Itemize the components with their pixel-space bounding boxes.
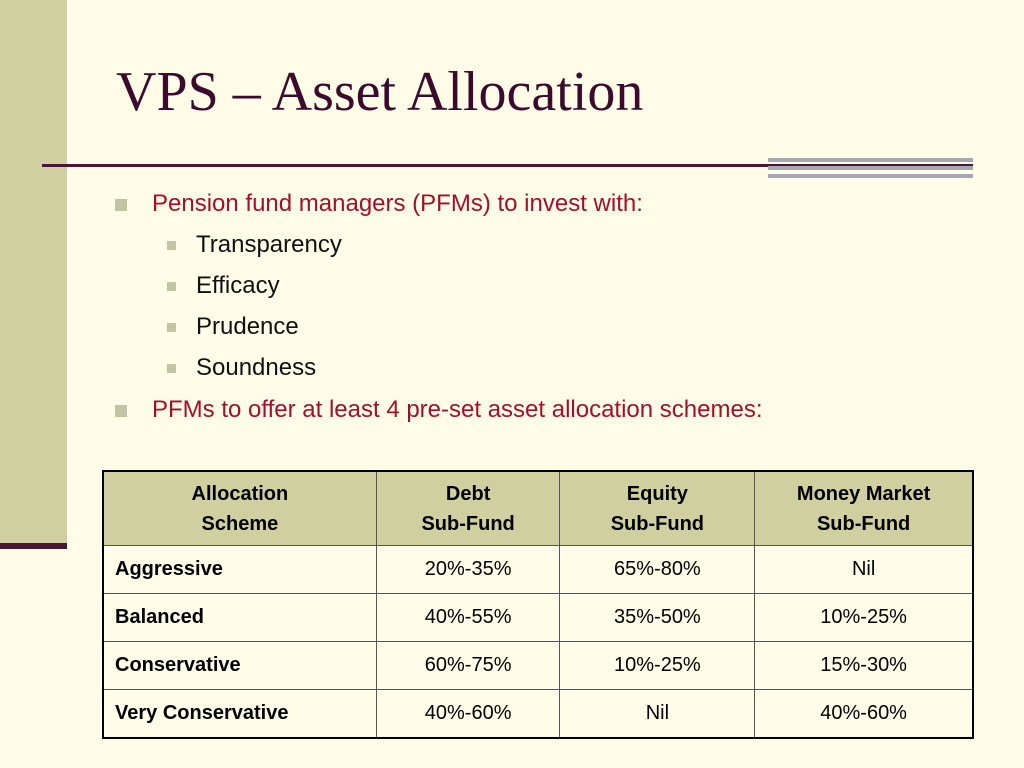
money-market-cell: 15%-30% <box>755 642 973 690</box>
slide-title: VPS – Asset Allocation <box>116 61 644 123</box>
debt-cell: 40%-55% <box>376 594 560 642</box>
square-bullet-icon <box>115 405 127 417</box>
header-allocation-scheme: Allocation Scheme <box>103 471 376 546</box>
square-bullet-icon <box>167 282 176 291</box>
equity-cell: 10%-25% <box>560 642 755 690</box>
debt-cell: 40%-60% <box>376 690 560 739</box>
bullet-text: Transparency <box>196 231 342 258</box>
table-row <box>103 642 973 690</box>
table-header-row <box>103 471 973 546</box>
sub-bullet-item <box>196 356 316 380</box>
bullet-text: Prudence <box>196 313 299 340</box>
debt-cell: 60%-75% <box>376 642 560 690</box>
table-row <box>103 546 973 594</box>
bullet-item <box>152 398 763 422</box>
sub-bullet-item <box>196 233 342 257</box>
square-bullet-icon <box>115 199 127 211</box>
bullet-item <box>152 192 643 216</box>
sub-bullet-item <box>196 315 299 339</box>
equity-cell: 35%-50% <box>560 594 755 642</box>
left-decorative-bar <box>0 0 67 543</box>
square-bullet-icon <box>167 364 176 373</box>
bullet-text: PFMs to offer at least 4 pre-set asset allocation schemes: <box>152 396 763 423</box>
sub-bullet-item <box>196 274 280 298</box>
debt-cell: 20%-35% <box>376 546 560 594</box>
money-market-cell: Nil <box>755 546 973 594</box>
header-debt-sub-fund: Debt Sub-Fund <box>376 471 560 546</box>
equity-cell: 65%-80% <box>560 546 755 594</box>
scheme-cell: Aggressive <box>103 546 376 594</box>
rule-ornament-stripes <box>768 156 973 180</box>
table-row <box>103 594 973 642</box>
square-bullet-icon <box>167 241 176 250</box>
scheme-cell: Balanced <box>103 594 376 642</box>
money-market-cell: 10%-25% <box>755 594 973 642</box>
bullet-text: Pension fund managers (PFMs) to invest with: <box>152 190 643 217</box>
bullet-text: Soundness <box>196 354 317 381</box>
square-bullet-icon <box>167 323 176 332</box>
scheme-cell: Very Conservative <box>103 690 376 739</box>
equity-cell: Nil <box>560 690 755 739</box>
header-equity-sub-fund: Equity Sub-Fund <box>560 471 755 546</box>
left-accent-stripe <box>0 543 67 549</box>
money-market-cell: 40%-60% <box>755 690 973 739</box>
table-row <box>103 690 973 739</box>
scheme-cell: Conservative <box>103 642 376 690</box>
bullet-text: Efficacy <box>196 272 280 299</box>
asset-allocation-table <box>102 470 974 739</box>
header-money-market-sub-fund: Money Market Sub-Fund <box>755 471 973 546</box>
